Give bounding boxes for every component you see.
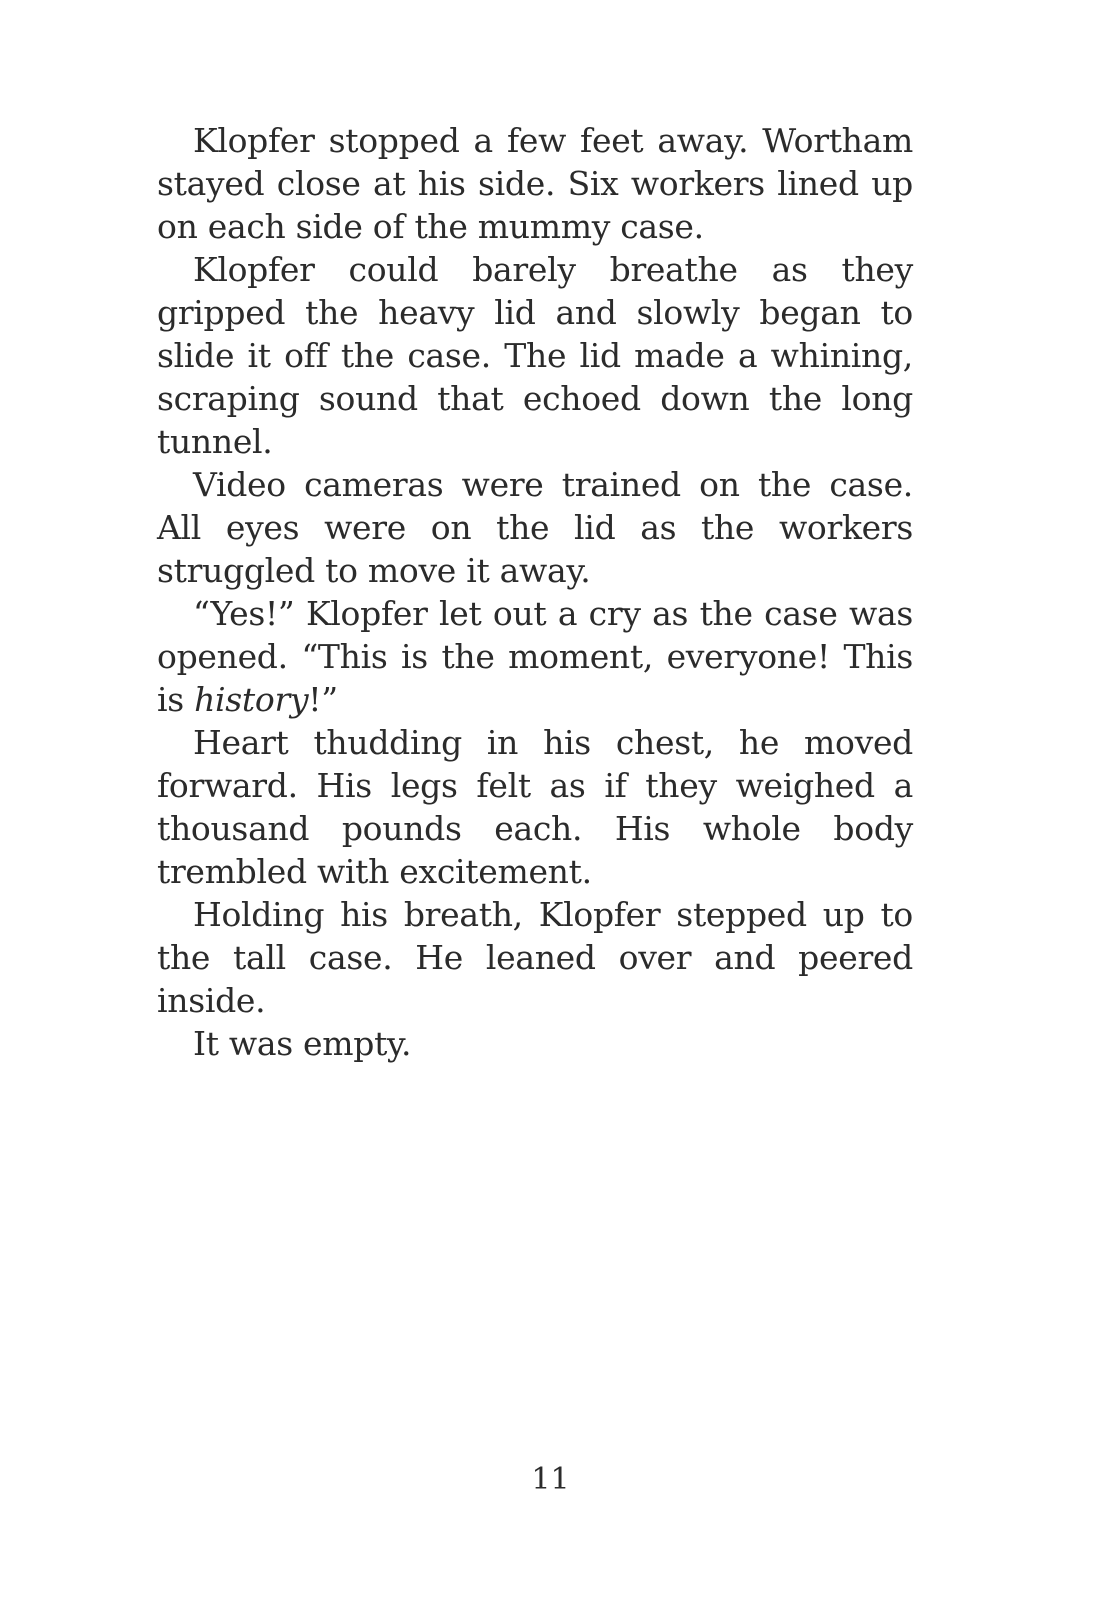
paragraph bbox=[157, 592, 913, 721]
paragraph-text: “Yes!” Klopfer let out a cry as the case was opened. “This is the moment, everyone! This is bbox=[157, 594, 913, 719]
paragraph: Heart thudding in his chest, he moved forward. His legs felt as if they weighed a thousand pounds each. His whole body trembled with excitement. bbox=[157, 723, 913, 891]
body-text bbox=[157, 119, 913, 1065]
page-number: 11 bbox=[531, 1462, 570, 1497]
paragraph: Holding his breath, Klopfer stepped up to the tall case. He leaned over and peered inside. bbox=[157, 895, 913, 1020]
paragraph: Video cameras were trained on the case. All eyes were on the lid as the workers struggled to move it away. bbox=[157, 465, 913, 590]
emphasized-word: history bbox=[194, 680, 309, 719]
paragraph: It was empty. bbox=[193, 1024, 412, 1063]
paragraph: Klopfer could barely breathe as they gripped the heavy lid and slowly began to slide it off the case. The lid made a whining, scraping sound that echoed down the long tunnel. bbox=[157, 250, 913, 461]
paragraph-text: !” bbox=[308, 680, 338, 719]
paragraph: Klopfer stopped a few feet away. Wortham stayed close at his side. Six workers lined up on each side of the mummy case. bbox=[157, 121, 913, 246]
